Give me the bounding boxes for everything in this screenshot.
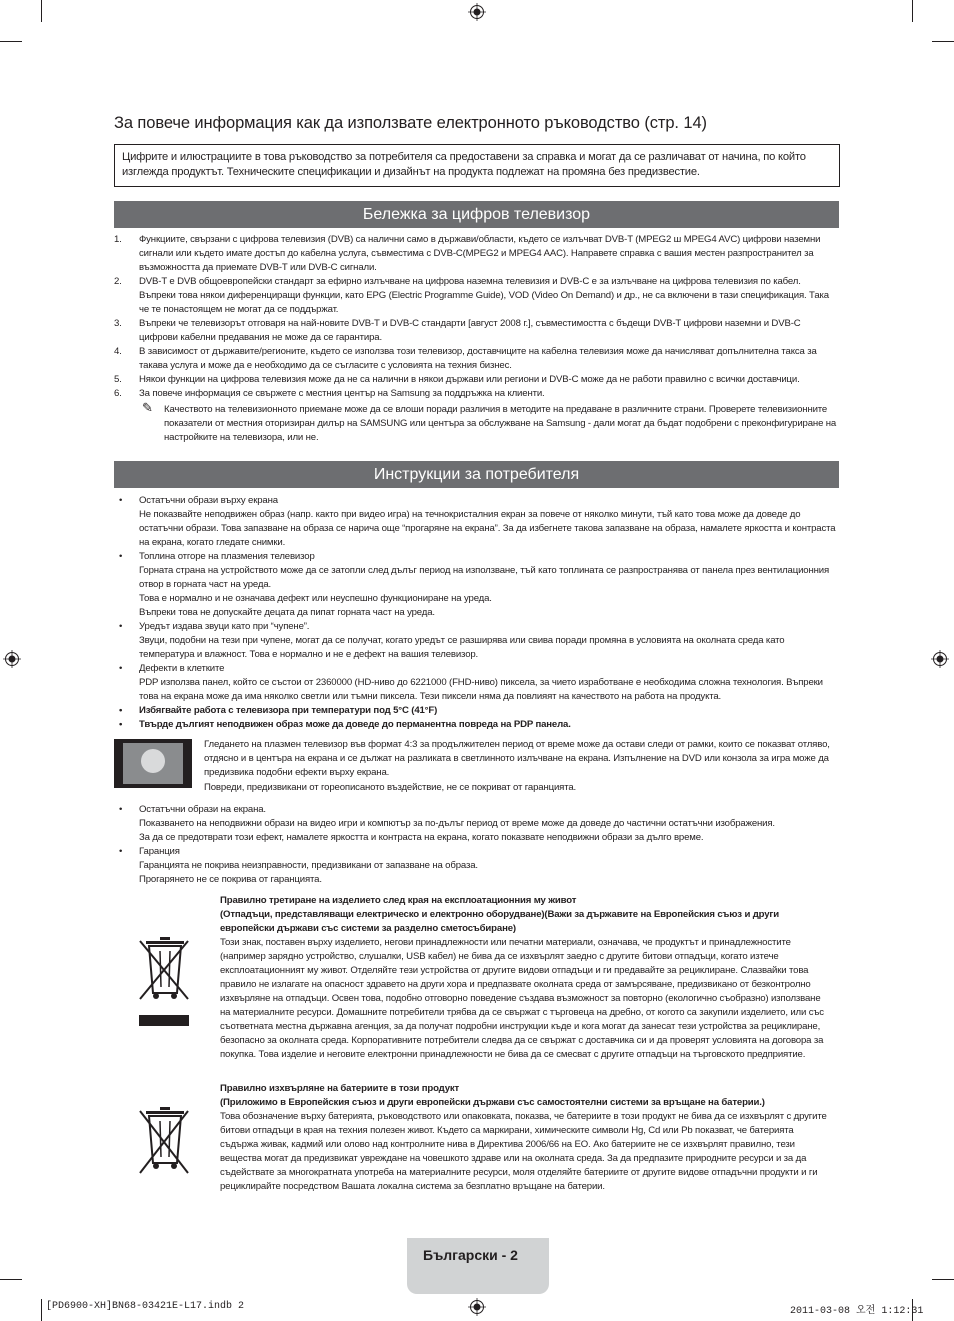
crossed-out-battery-bin-icon [134,1105,194,1177]
tv-4-3-sunflower-image [114,739,192,788]
list-item: • Дефекти в клетките PDP използва панел, който се състои от 2360000 (HD-ниво до 6221000 (FHD-ниво) пиксела, за чието изработване е необходима сложна технология. Въпреки това на екрана може да има няколко светли или тъмни пиксела. Тези пиксели няма да повлияят на качеството на работа на продукта. [119,663,823,702]
list-item: 5. Някои функции на цифрова телевизия може да не са налични в някои държави или региони и DVB-C може да не работи правилно с всички доставчици. [114,374,800,385]
section-heading-user-instructions: Инструкции за потребителя [114,461,839,488]
list-item: 4. В зависимост от държавите/регионите, където се използва този телевизор, доставчиците на кабелна телевизия може да начисляват допълнителна такса за такава услуга и може да е необходимо да се съгласите с условията на техния бизнес. [114,346,817,371]
crop-mark [41,0,42,22]
crop-mark [0,1279,22,1280]
crop-mark [41,1299,42,1321]
crossed-out-wheelie-bin-icon [134,935,194,1027]
list-item: • Остатъчни образи на екрана. Показването на неподвижни образи на видео игри и компютър за по-дълъг период от време може да доведе до частични остатъчни изображения. За да се предотврати този ефект, намалете яркостта и контраста на екрана, когато показвате неподвижни образи за дълго време. [119,804,775,843]
page-number-badge [407,1238,549,1294]
disclaimer-box [114,144,840,187]
file-info: [PD6900-XH]BN68-03421E-L17.indb 2 [46,1301,245,1312]
list-item: • Уредът издава звуци като при “чупене”. Звуци, подобни на тези при чупене, могат да се получат, когато уредът се разширява или свива поради промяна в условията на околната среда като температура и влажност. Това е нормално и не е дефект на вашия телевизор. [119,621,785,660]
registration-mark-icon [931,650,949,668]
user-instructions-list-2 [114,803,839,887]
registration-mark-icon [468,1298,486,1316]
list-item: 3. Въпреки че телевизорът отговаря на най-новите DVB-T и DVB-C стандарти [август 2008 г.], съвместимостта с бъдещи DVB-T цифрови наземни и DVB-C цифрови кабелни предавания не може да се гарантира. [114,318,801,343]
crop-mark [0,41,22,42]
list-item: 1. Функциите, свързани с цифрова телевизия (DVB) са налични само в държави/области, където се излъчват DVB-T (MPEG2 ш MPEG4 AVC) цифрови наземни сигнали или където имате достъп до кабелна услуга, съвместима с DVB-C(MPEG2 и MPEG4 AAC). Направете справка с вашия местен разпространител за възможността да приемате DVB-T или DVB-C сигнали. [114,234,821,273]
list-item: • Гаранция Гаранцията не покрива неизправности, предизвикани от запазване на образа. Прогарянето не се покрива от гаранцията. [119,846,478,885]
print-timestamp: 2011-03-08 오전 1:12:31 [790,1306,924,1317]
page-label: Български - 2 [423,1247,518,1263]
battery-section: Правилно изхвърляне на батериите в този продукт (Приложимо в Европейския съюз и други европейски държави със самостоятелни системи за връщане на батерии.) Това обозначение върху батерията, ръководството или опаковката, показва, че батериите в този продукт не бива да се изхвърлят с другите битови отпадъци в края на техния полезен живот. Където са маркирани, химическите символи Hg, Cd или Pb показват, че батерията съдържа живак, кадмий или олово над контролните нива в Директива 2006/66 на ЕО. Ако батериите не се изхвърлят правилно, тези вещества могат да предизвикат увреждане на човешкото здраве или на околната среда. За да предпазите природните ресурси и за да съдействате за многократната употреба на материалните ресурси, моля отделяйте батериите от другите видове отпадъчни продукти и ги рециклирайте посредством Вашата локална система за безплатно връщане на батерии. [220,1083,827,1192]
section-heading-digital-tv: Бележка за цифров телевизор [114,201,839,228]
list-item: • Остатъчни образи върху екрана Не показвайте неподвижен образ (напр. както при видео игра) на течнокристалния екран за повече от няколко минути, тъй като това може да доведе до остатъчни образи. Това запазване на образа се нарича още “прогаряне на екрана”. За да избегнете такова запазване на образа, намалете яркостта и контраста на екрана, когато гледате снимки. [119,495,836,548]
crop-mark [912,0,913,22]
weee-section: Правилно третиране на изделието след края на експлоатационния му живот (Отпадъци, представляващи електрическо и електронно оборудване)(Важи за държавите на Европейския съюз и други европейски държави със системи за разделно сметосъбиране) Този знак, поставен върху изделието, негови принадлежности или печатни материали, означава, че продуктът и принадлежностите (например зарядно устройство, слушалки, USB кабел) не бива да се изхвърлят заедно с другите битови отпадъци, когато изтече експлоатационният му живот. Отделяйте тези устройства от другите видови отпадъци и ги предавайте за рециклиране. Слазвайки това правило не излагате на опасност здравето на други хора и предпазвате околната среда от замърсяване, предизвикано от безконтролно изхвърляне на отпадъци. Освен това, подобно отговорно поведение създава възможност за повторно (екологично съобразно) използване на материалните ресурси. Домашните потребители трябва да се свържат с търговеца на дребно, от когото са закупили изделието, или със съответната местна държавна агенция, за да получат подробни инструкции къде и кога могат да занесат тези устройства за рециклиране, безопасно за околната среда. Корпоративните потребители следва да се свържат с доставчика си и да проверят условията на договора за покупка. Това изделие и неговите електронни принадлежности не бива да се смесват с другите отпадъци на търговското предприятие. [220,895,824,1060]
crop-mark [932,1279,954,1280]
list-item: • Избягвайте работа с телевизора при температури под 5°C (41°F) [119,705,438,716]
memo-note: ✎ Качеството на телевизионното приемане може да се влоши поради различия в методите на предаване в различните страни. Проверете телевизионните показатели от местния оторизиран дилър на SAMSUNG или центъра за обслужване на Samsung - дали могат да бъдат подобрени с преконфигуриране на настройките на телевизора, или не. [142,400,837,443]
digital-tv-list [114,233,839,445]
list-item: 2. DVB-T е DVB общоевропейски стандарт за ефирно излъчване на цифрова наземна телевизия и DVB-C е за излъчване на цифрова телевизия по кабел. Въпреки това някои диференциращи функции, като EPG (Electric Programme Guide), VOD (Video On Demand) и др., не са включени в тази спецификация. Така че те понастоящем не могат да се поддържат. [114,276,829,315]
registration-mark-icon [3,650,21,668]
page-title: За повече информация как да използвате електронното ръководство (стр. 14) [114,114,707,132]
crop-mark [932,41,954,42]
list-item: 6. За повече информация се свържете с местния център на Samsung за поддръжка на клиенти. [114,388,545,399]
tv-aspect-note: Гледането на плазмен телевизор във формат 4:3 за продължителен период от време може да остави следи от рамки, които се показват отляво, отдясно и в центъра на екрана и се дължат на разликата в светлинното излъчване на екрана. Изпълнение на DVD или конзола за игра може да предизвика подобни ефекти върху екрана. Повреди, предизвикани от гореописаното въздействие, не се покриват от гаранцията. [204,739,830,793]
disclaimer-text: Цифрите и илюстрациите в това ръководство за потребителя са предоставени за справка и могат да се различават от начина, по който изглежда продуктът. Техническите спецификации и дизайнът на продукта подлежат на промяна без предизвестие. [122,151,806,178]
list-item: • Твърде дългият неподвижен образ може да доведе до перманентна повреда на PDP панела. [119,719,571,730]
list-item: • Топлина отгоре на плазмения телевизор Горната страна на устройството може да се затопли след дълъг период на използване, тъй като топлината се разпространява от панела през вентилационния отвор в горната част на уреда. Това е нормално и не означава дефект или неуспешно функциониране на уреда. Въпреки това не допускайте децата да пипат горната част на уреда. [119,551,830,618]
pencil-note-icon: ✎ [142,400,153,415]
registration-mark-icon [468,3,486,21]
user-instructions-list [114,494,839,732]
